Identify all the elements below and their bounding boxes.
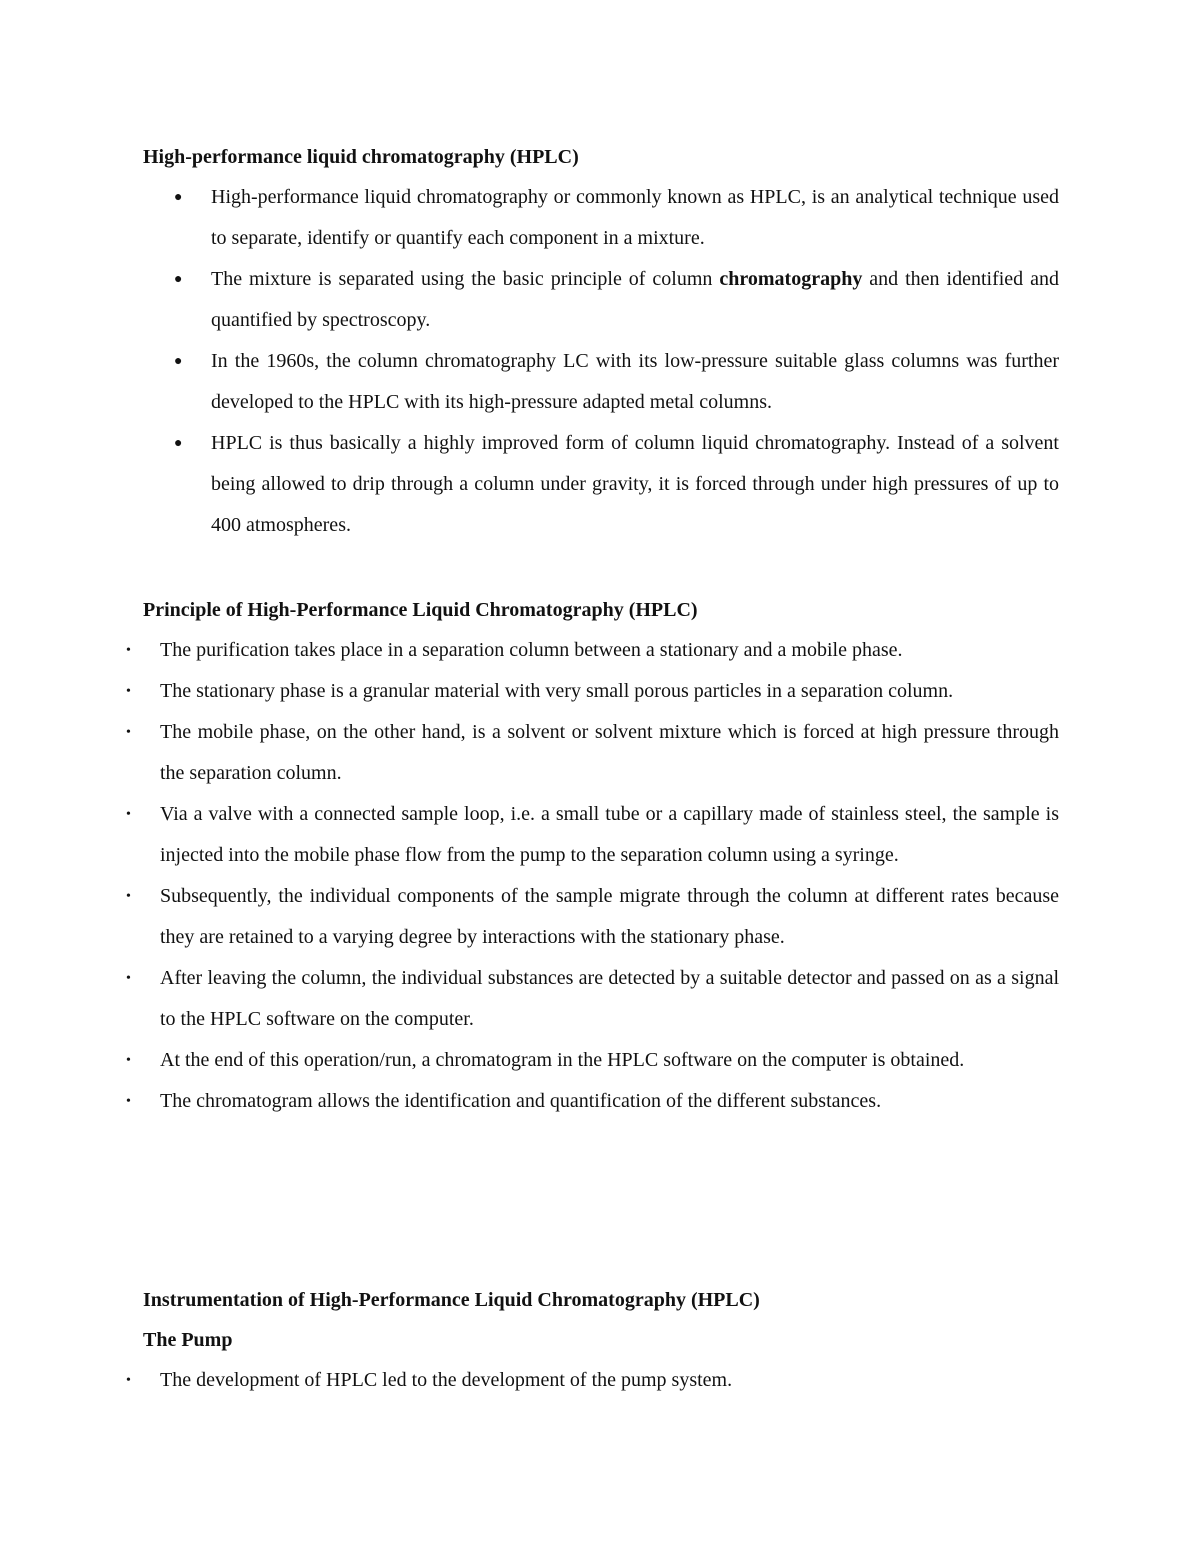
bullet-icon: • <box>126 643 131 658</box>
bullet-icon: • <box>126 971 131 986</box>
bullet-icon: • <box>126 807 131 822</box>
list-item <box>126 712 1059 794</box>
section-2-list <box>126 630 1059 1122</box>
section-3-list <box>126 1360 1059 1401</box>
list-item-text: Via a valve with a connected sample loop, i.e. a small tube or a capillary made of stainless steel, the sample is injected into the mobile phase flow from the pump to the separation column using a syringe. <box>160 803 1059 866</box>
bullet-icon: • <box>126 725 131 740</box>
bullet-icon: • <box>126 1094 131 1109</box>
list-item-text: HPLC is thus basically a highly improved form of column liquid chromatography. Instead of a solvent being allowed to drip through a column under gravity, it is forced through under high pressures of up to 400 atmospheres. <box>211 432 1059 536</box>
list-item <box>126 958 1059 1040</box>
section-1-heading: High-performance liquid chromatography (HPLC) <box>143 146 579 168</box>
list-item <box>126 671 1059 712</box>
list-item <box>126 876 1059 958</box>
list-item <box>126 630 1059 671</box>
list-item-text: The chromatogram allows the identification and quantification of the different substances. <box>160 1090 882 1112</box>
list-item <box>126 1360 1059 1401</box>
list-item <box>126 1081 1059 1122</box>
list-item <box>126 1040 1059 1081</box>
list-item <box>174 259 1059 341</box>
list-item <box>126 794 1059 876</box>
section-1-list <box>174 177 1059 546</box>
list-item-text: The development of HPLC led to the development of the pump system. <box>160 1369 733 1391</box>
bullet-icon: • <box>126 889 131 904</box>
list-item-text: The purification takes place in a separation column between a stationary and a mobile phase. <box>160 639 903 661</box>
list-item <box>174 341 1059 423</box>
section-3-subheading: The Pump <box>143 1329 233 1351</box>
list-item-text-start: The mixture is separated using the basic principle of column <box>211 268 720 290</box>
bullet-icon: ● <box>174 190 183 205</box>
bullet-icon: ● <box>174 272 183 287</box>
bullet-icon: • <box>126 1373 131 1388</box>
list-item-text: Subsequently, the individual components of the sample migrate through the column at different rates because they are retained to a varying degree by interactions with the stationary phase. <box>160 885 1059 948</box>
bold-term: chromatography <box>719 268 863 290</box>
list-item-text: The mobile phase, on the other hand, is a solvent or solvent mixture which is forced at high pressure through the separation column. <box>160 721 1059 784</box>
list-item <box>174 177 1059 259</box>
bullet-icon: • <box>126 684 131 699</box>
section-2-heading: Principle of High-Performance Liquid Chromatography (HPLC) <box>143 599 698 621</box>
list-item-text-end: and then identified and quantified by spectroscopy. <box>211 268 1059 331</box>
list-item-text: In the 1960s, the column chromatography LC with its low-pressure suitable glass columns was further developed to the HPLC with its high-pressure adapted metal columns. <box>211 350 1059 413</box>
list-item-text: After leaving the column, the individual substances are detected by a suitable detector and passed on as a signal to the HPLC software on the computer. <box>160 967 1059 1030</box>
section-3-heading: Instrumentation of High-Performance Liquid Chromatography (HPLC) <box>143 1289 760 1311</box>
list-item <box>174 423 1059 546</box>
bullet-icon: • <box>126 1053 131 1068</box>
bullet-icon: ● <box>174 354 183 369</box>
list-item-text: The stationary phase is a granular material with very small porous particles in a separation column. <box>160 680 954 702</box>
list-item-text: At the end of this operation/run, a chromatogram in the HPLC software on the computer is obtained. <box>160 1049 965 1071</box>
bullet-icon: ● <box>174 436 183 451</box>
list-item-text: High-performance liquid chromatography or commonly known as HPLC, is an analytical technique used to separate, identify or quantify each component in a mixture. <box>211 186 1059 249</box>
